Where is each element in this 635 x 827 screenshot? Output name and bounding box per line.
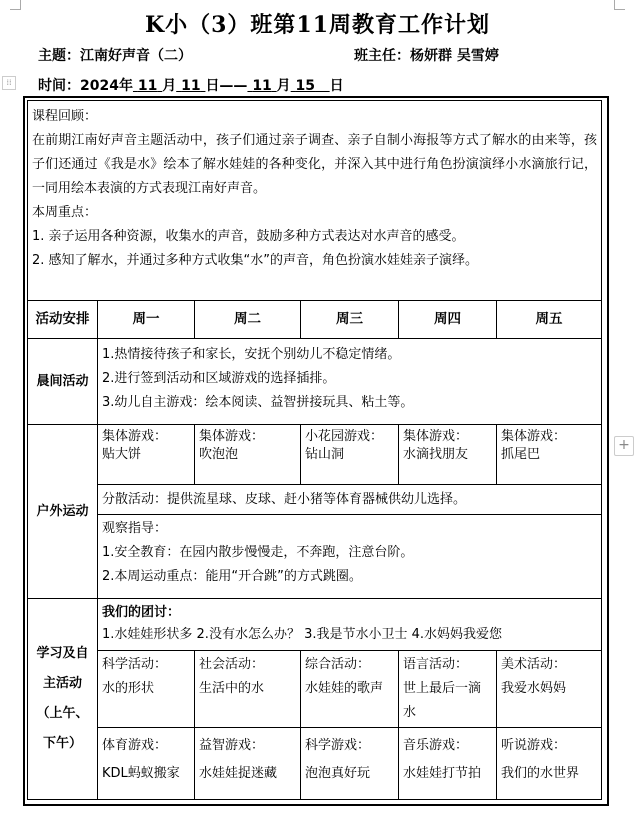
guide-item-1: 1.安全教育：在园内散步慢慢走，不奔跑，注意台阶。: [102, 545, 414, 560]
day-header-thu: 周四: [399, 301, 497, 339]
guide-heading: 观察指导：: [102, 521, 168, 536]
time-start-month: 11: [137, 78, 158, 94]
day-header-fri: 周五: [497, 301, 602, 339]
outdoor-games-row: [28, 425, 602, 485]
morning-row: [28, 339, 602, 425]
time-end-month: 11: [252, 78, 272, 94]
study-discussion-cell[interactable]: [98, 599, 602, 651]
time-day-char-1: 日——: [205, 78, 248, 94]
outdoor-label: 户外运动: [28, 425, 98, 599]
guide-item-2: 2.本周运动重点：能用“开合跳”的方式跳圈。: [102, 569, 362, 584]
study-discussion-row: [28, 599, 602, 651]
focus-item-2: 2. 感知了解水，并通过多种方式收集“水”的声音，角色扮演水娃娃亲子演绎。: [32, 253, 479, 268]
study-game-tue[interactable]: 益智游戏： 水娃娃捉迷藏: [195, 728, 301, 800]
theme-line: [38, 45, 192, 65]
study-game-thu[interactable]: 音乐游戏： 水娃娃打节拍: [399, 728, 497, 800]
move-handle-icon[interactable]: ⁞⁞: [2, 76, 16, 90]
study-activity-tue[interactable]: 社会活动： 生活中的水: [195, 651, 301, 728]
review-row: [28, 101, 602, 301]
document-title: K小（3）班第11周教育工作计划: [144, 12, 491, 38]
plan-table: [27, 100, 602, 800]
outdoor-game-mon[interactable]: 集体游戏： 贴大饼: [98, 425, 195, 485]
day-header-wed: 周三: [301, 301, 399, 339]
day-header-mon: 周一: [98, 301, 195, 339]
time-month-char-1: 月: [162, 78, 177, 94]
day-header-tue: 周二: [195, 301, 301, 339]
study-game-wed[interactable]: 科学游戏： 泡泡真好玩: [301, 728, 399, 800]
discussion-heading: 我们的团讨：: [102, 605, 181, 620]
study-activity-wed[interactable]: 综合活动： 水娃娃的歌声: [301, 651, 399, 728]
morning-item: 3.幼儿自主游戏：绘本阅读、益智拼接玩具、粘土等。: [102, 395, 414, 410]
plus-icon[interactable]: +: [614, 436, 634, 456]
outdoor-scattered-row: [28, 485, 602, 515]
theme-value: 江南好声音（二）: [80, 48, 192, 64]
focus-heading: 本周重点：: [32, 205, 98, 220]
outdoor-game-tue[interactable]: 集体游戏： 吹泡泡: [195, 425, 301, 485]
morning-item: 1.热情接待孩子和家长，安抚个别幼儿不稳定情绪。: [102, 347, 401, 362]
study-game-fri[interactable]: 听说游戏： 我们的水世界: [497, 728, 602, 800]
time-month-char-2: 月: [276, 78, 291, 94]
study-game-mon[interactable]: 体育游戏： KDL蚂蚁搬家: [98, 728, 195, 800]
outdoor-guide-row: [28, 515, 602, 599]
time-start-day: 11: [181, 78, 201, 94]
study-activity-fri[interactable]: 美术活动： 我爱水妈妈: [497, 651, 602, 728]
time-end-day: 15: [295, 78, 316, 94]
schedule-header-row: [28, 301, 602, 339]
outdoor-scattered[interactable]: 分散活动：提供流星球、皮球、赶小猪等体育器械供幼儿选择。: [98, 485, 602, 515]
outdoor-game-wed[interactable]: 小花园游戏： 钻山洞: [301, 425, 399, 485]
outdoor-game-fri[interactable]: 集体游戏： 抓尾巴: [497, 425, 602, 485]
review-cell[interactable]: [28, 101, 602, 301]
study-activity-thu[interactable]: 语言活动： 世上最后一滴水: [399, 651, 497, 728]
study-activity-mon[interactable]: 科学活动： 水的形状: [98, 651, 195, 728]
schedule-label: 活动安排: [28, 301, 98, 339]
time-label: 时间：: [38, 78, 80, 94]
teacher-label: 班主任：: [354, 48, 410, 64]
discussion-topics: 1.水娃娃形状多 2.没有水怎么办？ 3.我是节水小卫士 4.水妈妈我爱您: [102, 627, 503, 642]
study-games-row: [28, 728, 602, 800]
outdoor-game-thu[interactable]: 集体游戏： 水滴找朋友: [399, 425, 497, 485]
focus-item-1: 1. 亲子运用各种资源，收集水的声音，鼓励多种方式表达对水声音的感受。: [32, 229, 465, 244]
study-label: 学习及自 主活动 （上午、 下午）: [28, 599, 98, 800]
time-day-char-2: 日: [329, 78, 344, 94]
review-heading: 课程回顾：: [32, 109, 98, 124]
morning-cell[interactable]: [98, 339, 602, 425]
teacher-value: 杨妍群 吴雪婷: [410, 48, 499, 64]
time-year: 2024年: [80, 78, 133, 94]
outdoor-guide-cell[interactable]: [98, 515, 602, 599]
theme-label: 主题：: [38, 48, 80, 64]
time-line: [38, 75, 344, 95]
review-text: 在前期江南好声音主题活动中，孩子们通过亲子调查、亲子自制小海报等方式了解水的由来等，孩子们还通过《我是水》绘本了解水娃娃的各种变化，并深入其中进行角色扮演演绎小水滴旅行记，一同用绘本表演的方式表现江南好声音。: [32, 133, 598, 196]
study-activities-row: [28, 651, 602, 728]
morning-label: 晨间活动: [28, 339, 98, 425]
morning-item: 2.进行签到活动和区域游戏的选择插排。: [102, 371, 336, 386]
teacher-line: [354, 45, 499, 65]
